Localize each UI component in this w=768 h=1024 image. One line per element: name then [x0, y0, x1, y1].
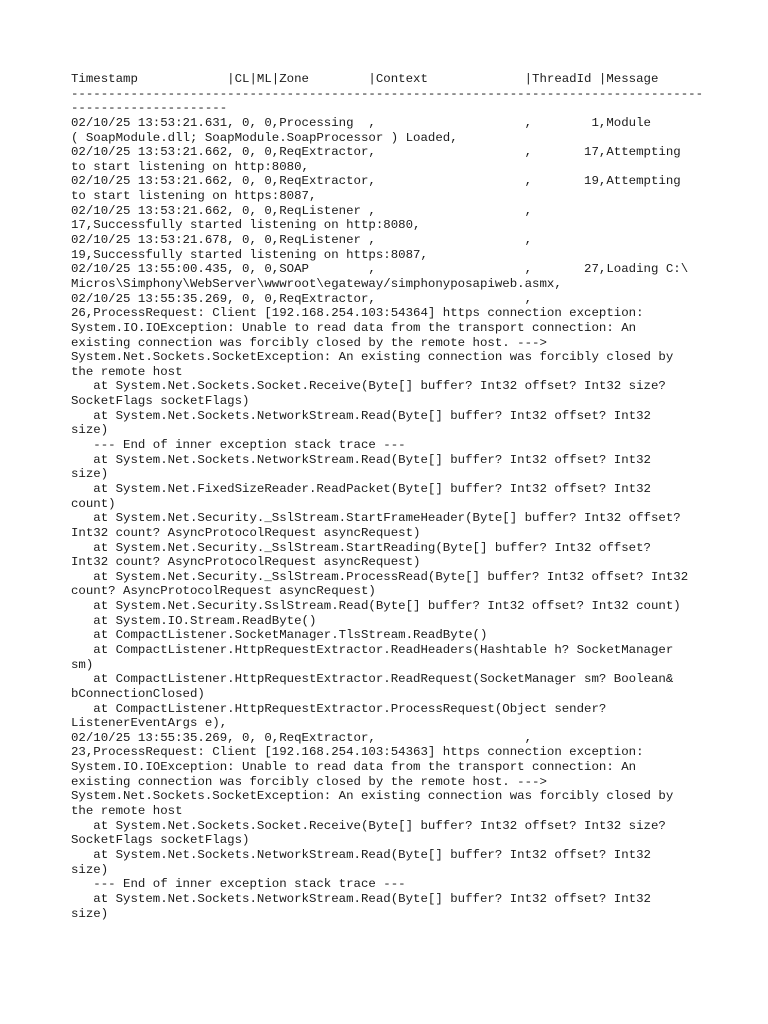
log-line: size): [71, 467, 109, 482]
log-line: 02/10/25 13:53:21.662, 0, 0,ReqListener , ,: [71, 203, 533, 218]
log-line: --- End of inner exception stack trace ---: [71, 877, 406, 892]
log-line: 02/10/25 13:55:35.269, 0, 0,ReqExtractor, ,: [71, 291, 533, 306]
log-line: at CompactListener.HttpRequestExtractor.ReadHeaders(Hashtable h? SocketManager: [71, 642, 674, 657]
log-line: SocketFlags socketFlags): [71, 394, 250, 409]
log-line: at System.Net.Security.SslStream.Read(Byte[] buffer? Int32 offset? Int32 count): [71, 599, 681, 614]
log-line: 02/10/25 13:53:21.678, 0, 0,ReqListener , ,: [71, 233, 533, 248]
log-line: 02/10/25 13:53:21.662, 0, 0,ReqExtractor, , 17,Attempting: [71, 145, 681, 160]
log-line: ( SoapModule.dll; SoapModule.SoapProcessor ) Loaded,: [71, 130, 458, 145]
log-separator-row: -------------------------------------------------------------------------------------: [71, 86, 704, 101]
log-line: at CompactListener.HttpRequestExtractor.ReadRequest(SocketManager sm? Boolean&: [71, 672, 674, 687]
log-line: --- End of inner exception stack trace ---: [71, 438, 406, 453]
log-line: System.Net.Sockets.SocketException: An existing connection was forcibly closed by: [71, 789, 674, 804]
log-line: to start listening on http:8080,: [71, 159, 309, 174]
log-line: size): [71, 862, 109, 877]
log-line: 02/10/25 13:55:35.269, 0, 0,ReqExtractor, ,: [71, 730, 533, 745]
log-line: at CompactListener.SocketManager.TlsStream.ReadByte(): [71, 628, 488, 643]
log-line: ListenerEventArgs e),: [71, 716, 228, 731]
log-line: existing connection was forcibly closed by the remote host. --->: [71, 774, 547, 789]
log-line: at System.Net.Security._SslStream.StartFrameHeader(Byte[] buffer? Int32 offset?: [71, 511, 681, 526]
log-line: System.Net.Sockets.SocketException: An existing connection was forcibly closed by: [71, 350, 674, 365]
log-header-row: Timestamp |CL|ML|Zone |Context |ThreadId |Message: [71, 72, 659, 86]
log-line: 02/10/25 13:55:00.435, 0, 0,SOAP , , 27,Loading C:\: [71, 262, 689, 277]
log-line: at System.Net.Sockets.NetworkStream.Read(Byte[] buffer? Int32 offset? Int32: [71, 452, 651, 467]
log-line: at System.Net.Sockets.Socket.Receive(Byte[] buffer? Int32 offset? Int32 size?: [71, 818, 666, 833]
log-line: size): [71, 423, 109, 438]
log-line: at System.Net.FixedSizeReader.ReadPacket(Byte[] buffer? Int32 offset? Int32: [71, 481, 651, 496]
log-line: Micros\Simphony\WebServer\wwwroot\egateway/simphonyposapiweb.asmx,: [71, 276, 562, 291]
log-line: Int32 count? AsyncProtocolRequest asyncRequest): [71, 555, 421, 570]
log-text-block: [71, 72, 711, 921]
log-line: 23,ProcessRequest: Client [192.168.254.103:54363] https connection exception:: [71, 745, 644, 760]
log-line: sm): [71, 657, 94, 672]
log-line: the remote host: [71, 364, 183, 379]
log-line: bConnectionClosed): [71, 686, 205, 701]
log-line: System.IO.IOException: Unable to read data from the transport connection: An: [71, 320, 637, 335]
log-line: existing connection was forcibly closed by the remote host. --->: [71, 335, 547, 350]
log-line: 26,ProcessRequest: Client [192.168.254.103:54364] https connection exception:: [71, 306, 644, 321]
log-line: 19,Successfully started listening on https:8087,: [71, 247, 428, 262]
log-line: 02/10/25 13:53:21.662, 0, 0,ReqExtractor, , 19,Attempting: [71, 174, 681, 189]
log-line: to start listening on https:8087,: [71, 189, 317, 204]
log-line: count): [71, 496, 116, 511]
log-line: Int32 count? AsyncProtocolRequest asyncRequest): [71, 525, 421, 540]
log-line: at CompactListener.HttpRequestExtractor.ProcessRequest(Object sender?: [71, 701, 607, 716]
log-line: size): [71, 906, 109, 921]
log-line: at System.Net.Security._SslStream.ProcessRead(Byte[] buffer? Int32 offset? Int32: [71, 569, 689, 584]
log-line: 02/10/25 13:53:21.631, 0, 0,Processing , , 1,Module: [71, 115, 651, 130]
log-line: at System.Net.Sockets.NetworkStream.Read(Byte[] buffer? Int32 offset? Int32: [71, 847, 651, 862]
log-line: System.IO.IOException: Unable to read data from the transport connection: An: [71, 760, 637, 775]
log-separator-row: ---------------------: [71, 101, 228, 116]
log-line: SocketFlags socketFlags): [71, 833, 250, 848]
log-line: at System.Net.Sockets.NetworkStream.Read(Byte[] buffer? Int32 offset? Int32: [71, 891, 651, 906]
log-line: at System.Net.Sockets.Socket.Receive(Byte[] buffer? Int32 offset? Int32 size?: [71, 379, 666, 394]
log-line: at System.Net.Security._SslStream.StartReading(Byte[] buffer? Int32 offset?: [71, 540, 651, 555]
log-line: at System.IO.Stream.ReadByte(): [71, 613, 317, 628]
log-line: at System.Net.Sockets.NetworkStream.Read(Byte[] buffer? Int32 offset? Int32: [71, 408, 651, 423]
log-line: count? AsyncProtocolRequest asyncRequest): [71, 584, 376, 599]
log-line: 17,Successfully started listening on http:8080,: [71, 218, 421, 233]
log-line: the remote host: [71, 804, 183, 819]
